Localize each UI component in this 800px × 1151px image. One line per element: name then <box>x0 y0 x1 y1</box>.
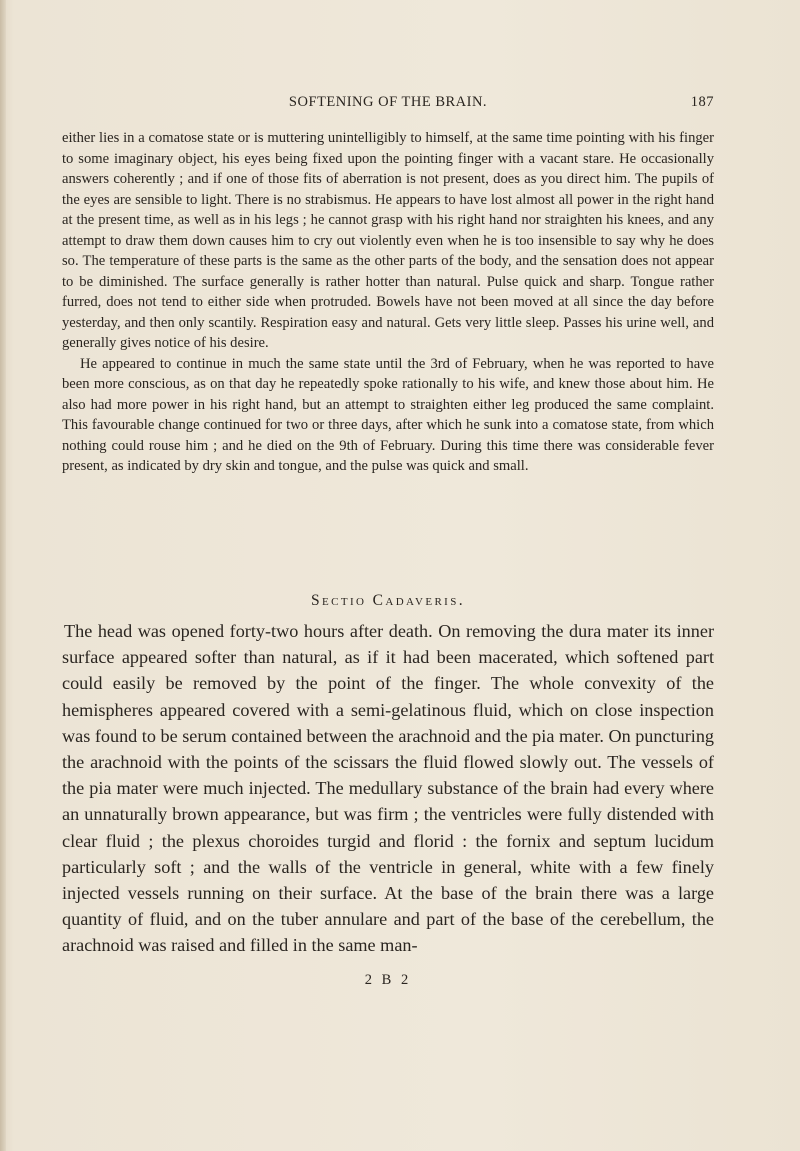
section-heading: Sectio Cadaveris. <box>310 592 466 609</box>
page-number: 187 <box>690 94 714 110</box>
running-title: SOFTENING OF THE BRAIN. <box>288 94 488 110</box>
paragraph: either lies in a comatose state or is muttering unintelligibly to himself, at the same time pointing with his finger to some imaginary object, his eyes being fixed upon the pointing finger with a vacant stare. He occasionally answers coherently ; and if one of those fits of aberration is not present, does as you direct him. The pupils of the eyes are sensible to light. There is no strabismus. He appears to have lost almost all power in the right hand at the present time, as well as in his legs ; he cannot grasp with his right hand nor straighten his knees, and any attempt to draw them down causes him to cry out violently even when he is too insensible to say why he does so. The temperature of these parts is the same as the other parts of the body, and the sensation does not appear to be diminished. The surface generally is rather hotter than natural. Pulse quick and sharp. Tongue rather furred, does not tend to either side when protruded. Bowels have not been moved at all since the day before yesterday, and then only scantily. Respiration easy and natural. Gets very little sleep. Passes his urine well, and generally gives notice of his desire. <box>62 130 714 351</box>
case-narrative <box>62 128 714 477</box>
signature-mark: 2 B 2 <box>364 972 412 988</box>
paragraph: The head was opened forty-two hours after death. On removing the dura mater its inner surface appeared softer than natural, as if it had been macerated, which softened part could easily be removed by the point of the finger. The whole convexity of the hemispheres appeared covered with a semi-gelatinous fluid, which on close inspection was found to be serum contained between the arachnoid and the pia mater. On puncturing the arachnoid with the points of the scissars the fluid flowed slowly out. The vessels of the pia mater were much injected. The medullary substance of the brain had every where an unnaturally brown appearance, but was firm ; the ventricles were fully distended with clear fluid ; the plexus choroides turgid and florid : the fornix and septum lucidum particularly soft ; and the walls of the ventricle in general, white with a few finely injected vessels running on their surface. At the base of the brain there was a large quantity of fluid, and on the tuber annulare and part of the base of the cerebellum, the arachnoid was raised and filled in the same man- <box>62 621 715 956</box>
page-header <box>62 94 714 114</box>
paragraph: He appeared to continue in much the same state until the 3rd of February, when he was reported to have been more conscious, as on that day he repeatedly spoke rationally to his wife, and knew those about him. He also had more power in his right hand, but an attempt to straighten either leg produced the same complaint. This favourable change continued for two or three days, after which he sunk into a comatose state, from which nothing could rouse him ; and he died on the 9th of February. During this time there was considerable fever present, as indicated by dry skin and tongue, and the pulse was quick and small. <box>62 355 714 474</box>
autopsy-section <box>62 618 714 959</box>
binding-edge <box>0 0 6 1151</box>
